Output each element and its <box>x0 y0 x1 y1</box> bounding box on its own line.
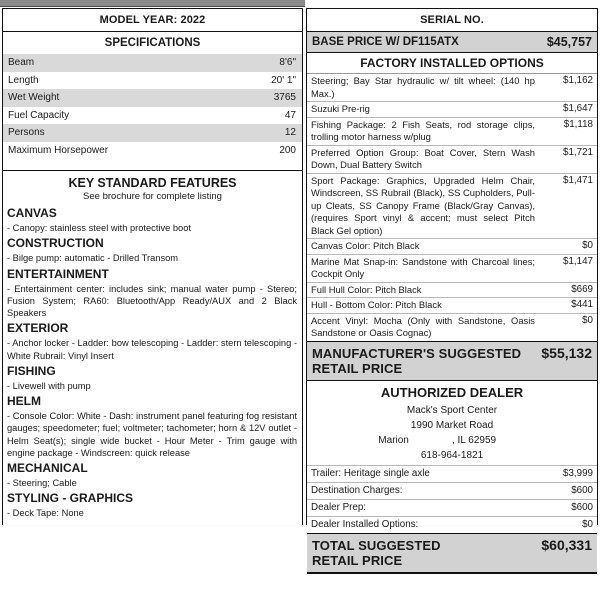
authorized-dealer-section <box>307 381 597 533</box>
dealer-state-zip: , IL 62959 <box>452 434 497 446</box>
option-row <box>307 174 597 240</box>
option-row <box>307 118 597 146</box>
option-price: $1,471 <box>563 174 593 186</box>
feature-text-helm: - Console Color: White - Dash: instrument panel featuring fog resistant gauges; speedometer; fuel; voltmeter; tachometer; horn & 12V outlet - Helm Seat(s); single wide bucket - Hour Meter - Trim gauge with engine package - Windscreen: quick release <box>7 411 297 458</box>
option-description: Canvas Color: Pitch Black <box>311 240 420 251</box>
charge-price: $0 <box>582 519 593 530</box>
spec-label: Maximum Horsepower <box>8 144 109 156</box>
key-standard-features-section <box>3 171 302 521</box>
option-price: $1,721 <box>563 146 593 158</box>
option-price: $441 <box>571 299 593 310</box>
spec-row-length <box>3 72 302 90</box>
msrp-label-line1: MANUFACTURER'S SUGGESTED <box>312 345 522 361</box>
right-column <box>306 8 598 568</box>
option-price: $1,647 <box>563 103 593 114</box>
charge-price: $600 <box>571 485 593 496</box>
option-row <box>307 283 597 299</box>
feature-text-construction: - Bilge pump: automatic - Drilled Transom <box>7 253 179 264</box>
feature-category-fishing: FISHING <box>7 363 56 378</box>
option-price: $0 <box>582 240 593 251</box>
feature-category-exterior: EXTERIOR <box>7 321 69 336</box>
feature-category-helm: HELM <box>7 394 41 409</box>
charge-label: Dealer Installed Options: <box>311 519 419 530</box>
option-description: Steering; Bay Star hydraulic w/ tilt wheel: (140 hp Max.) <box>311 75 535 99</box>
option-row <box>307 298 597 314</box>
spec-value: 3765 <box>273 92 296 103</box>
factory-options-title: FACTORY INSTALLED OPTIONS <box>307 53 597 74</box>
specifications-section <box>3 32 302 159</box>
spec-row-maximum-horsepower <box>3 142 302 160</box>
spec-value: 47 <box>284 109 296 121</box>
base-price-bar <box>307 32 597 53</box>
dealer-name: Mack's Sport Center <box>406 404 498 416</box>
charge-price: $3,999 <box>563 468 593 479</box>
feature-text-canvas: - Canopy: stainless steel with protective boot <box>7 223 191 233</box>
charge-price: $600 <box>571 502 593 513</box>
option-price: $0 <box>582 314 593 326</box>
option-price: $1,118 <box>563 118 593 130</box>
spec-value: 200 <box>279 144 296 156</box>
feature-text-exterior: - Anchor locker - Ladder: bow telescoping - Ladder: stern telescoping - White Rubrail: Vinyl Insert <box>7 338 297 361</box>
charge-label: Trailer: Heritage single axle <box>311 468 430 479</box>
option-description: Fishing Package: 2 Fish Seats, rod storage clips, trolling motor harness w/plug <box>311 118 535 142</box>
spec-row-fuel-capacity <box>3 107 302 125</box>
option-row <box>307 255 597 283</box>
spec-value: 12 <box>284 127 296 138</box>
msrp-value: $55,132 <box>541 344 592 361</box>
feature-text-mechanical: - Steering; Cable <box>7 478 77 489</box>
spec-row-wet-weight <box>3 89 302 107</box>
option-price: $1,162 <box>563 75 593 86</box>
feature-text-fishing: - Livewell with pump <box>7 380 91 391</box>
factory-installed-options-section <box>307 53 597 341</box>
model-year-header: MODEL YEAR: 2022 <box>3 9 302 32</box>
scan-edge-artifact <box>0 0 305 7</box>
msrp-block <box>307 341 597 381</box>
base-price-label: BASE PRICE W/ DF115ATX <box>312 36 459 48</box>
option-description: Preferred Option Group: Boat Cover, Stern Wash Down, Dual Battery Switch <box>311 146 535 170</box>
spec-row-persons <box>3 124 302 142</box>
feature-category-entertainment: ENTERTAINMENT <box>7 266 109 281</box>
charge-row-trailer <box>307 465 597 482</box>
option-price: $1,147 <box>563 255 593 267</box>
specifications-title: SPECIFICATIONS <box>3 32 302 54</box>
total-label-line2: RETAIL PRICE <box>312 552 403 568</box>
charge-row-destination <box>307 482 597 499</box>
charge-row-dealer-prep <box>307 499 597 516</box>
spec-label: Wet Weight <box>8 92 60 103</box>
spec-label: Beam <box>8 57 35 68</box>
total-label-line1: TOTAL SUGGESTED <box>312 537 441 553</box>
option-row <box>307 102 597 118</box>
total-value: $60,331 <box>541 536 592 553</box>
option-description: Sport Package: Graphics, Upgraded Helm Chair, Windscreen, SS Rubrail (Black), SS Cupholders, Pull-up Cleats, SS Canopy Frame (Black/Gray Canvas), (requires Sport vinyl & accent; must select Pitch Black Gel option) <box>311 174 535 236</box>
option-description: Hull - Bottom Color: Pitch Black <box>311 299 442 310</box>
spec-label: Persons <box>8 127 45 138</box>
option-row <box>307 74 597 102</box>
key-standard-features-subtitle: See brochure for complete listing <box>83 191 222 202</box>
serial-no-header: SERIAL NO. <box>307 9 597 32</box>
spec-label: Length <box>8 74 39 86</box>
msrp-label-line2: RETAIL PRICE <box>312 360 403 376</box>
base-price-value: $45,757 <box>546 35 592 49</box>
option-description: Marine Mat Snap-in: Sandstone with Charcoal lines; Cockpit Only <box>311 255 535 279</box>
feature-category-canvas: CANVAS <box>7 206 57 220</box>
spec-row-beam <box>3 54 302 72</box>
feature-text-styling-graphics: - Deck Tape: None <box>7 508 84 519</box>
option-price: $669 <box>571 283 593 295</box>
key-standard-features-title: KEY STANDARD FEATURES <box>68 176 237 190</box>
option-description: Full Hull Color: Pitch Black <box>311 283 422 295</box>
feature-category-styling-graphics: STYLING - GRAPHICS <box>7 491 134 506</box>
option-row <box>307 239 597 255</box>
option-description: Suzuki Pre-rig <box>311 103 370 114</box>
dealer-city-state-line <box>307 433 597 448</box>
total-suggested-retail-price-block <box>307 533 597 573</box>
authorized-dealer-title: AUTHORIZED DEALER <box>380 384 524 400</box>
option-row <box>307 314 597 341</box>
dealer-phone: 618-964-1821 <box>420 449 484 461</box>
blank-signature-area <box>307 573 597 613</box>
dealer-city: Marion <box>378 434 409 446</box>
dealer-street: 1990 Market Road <box>410 419 494 431</box>
charge-label: Destination Charges: <box>311 485 403 496</box>
feature-text-entertainment: - Entertainment center: includes sink; manual water pump - Stereo; Fusion System; RA60: Bluetooth/App Ready/AUX and 2 Black Speakers <box>7 283 297 319</box>
feature-category-mechanical: MECHANICAL <box>7 461 88 476</box>
option-description: Accent Vinyl: Mocha (Only with Sandstone, Oasis Sandstone or Oasis Cognac) <box>311 314 535 338</box>
spec-value: 8'6" <box>279 57 296 68</box>
feature-category-construction: CONSTRUCTION <box>7 236 104 251</box>
spec-value: 20' 1" <box>271 74 296 86</box>
spec-label: Fuel Capacity <box>8 109 70 121</box>
charge-row-dealer-installed-options <box>307 516 597 533</box>
left-column <box>2 8 303 525</box>
option-row <box>307 146 597 174</box>
charge-label: Dealer Prep: <box>311 502 366 513</box>
